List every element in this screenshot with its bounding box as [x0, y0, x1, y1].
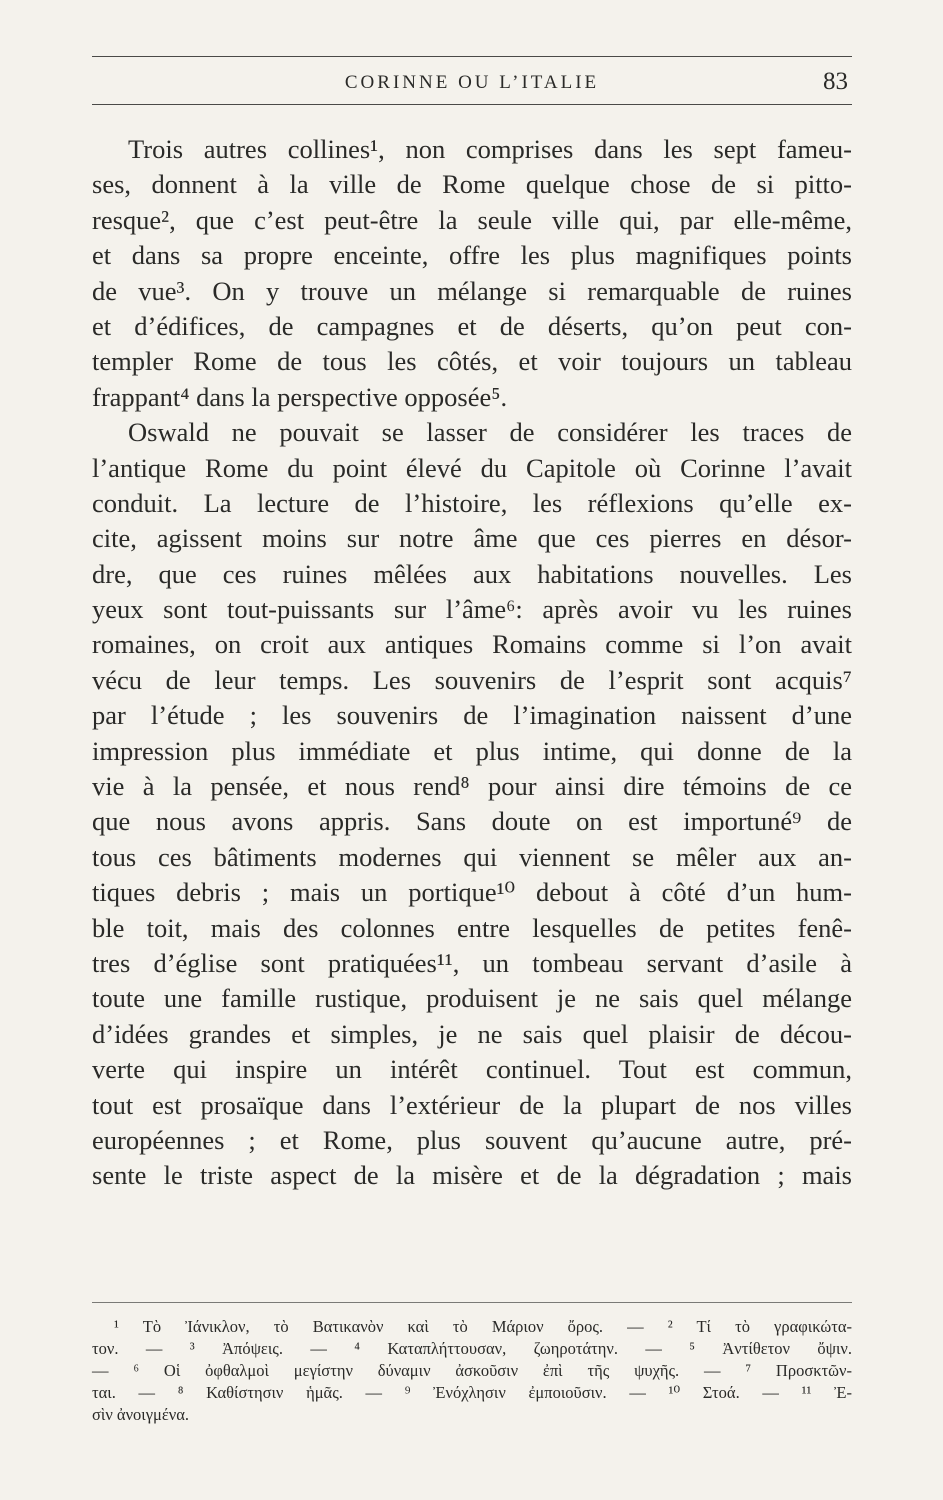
text-line: impression plus immédiate et plus intime, qui donne de la	[92, 735, 852, 766]
text-line: et dans sa propre enceinte, offre les plus magnifiques points	[92, 240, 852, 271]
text-line: yeux sont tout-puissants sur l’âme⁶: après avoir vu les ruines	[92, 594, 852, 625]
text-line: que nous avons appris. Sans doute on est importuné⁹ de	[92, 806, 852, 837]
text-line: romaines, on croit aux antiques Romains comme si l’on avait	[92, 629, 852, 660]
text-line: et d’édifices, de campagnes et de déserts, qu’on peut con-	[92, 310, 852, 341]
text-line: toute une famille rustique, produisent je ne sais quel mélange	[92, 983, 852, 1014]
header-rule	[92, 104, 852, 105]
text-line: par l’étude ; les souvenirs de l’imagination naissent d’une	[92, 700, 852, 731]
text-line: vie à la pensée, et nous rend⁸ pour ainsi dire témoins de ce	[92, 771, 852, 802]
text-line: vécu de leur temps. Les souvenirs de l’esprit sont acquis⁷	[92, 664, 852, 695]
top-rule	[92, 56, 852, 57]
running-title: CORINNE OU L’ITALIE	[344, 72, 600, 93]
text-line: tres d’église sont pratiquées¹¹, un tombeau servant d’asile à	[92, 947, 852, 978]
text-line: ses, donnent à la ville de Rome quelque chose de si pitto-	[92, 169, 852, 200]
footnote-line: τον. — ³ Ἀπόψεις. — ⁴ Καταπλήττουσαν, ζωηροτάτην. — ⁵ Ἀντίθετον ὄψιν.	[92, 1339, 852, 1358]
text-line: cite, agissent moins sur notre âme que ces pierres en désor-	[92, 523, 852, 554]
footnote-line: — ⁶ Οἱ ὀφθαλμοὶ μεγίστην δύναμιν ἀσκοῦσιν ἐπὶ τῆς ψυχῆς. — ⁷ Προσκτῶν-	[92, 1361, 852, 1380]
text-line: frappant⁴ dans la perspective opposée⁵.	[92, 381, 508, 412]
text-line: d’idées grandes et simples, je ne sais quel plaisir de décou-	[92, 1018, 852, 1049]
footnote-rule	[92, 1302, 852, 1303]
text-line: verte qui inspire un intérêt continuel. Tout est commun,	[92, 1054, 852, 1085]
text-line: tout est prosaïque dans l’extérieur de la plupart de nos villes	[92, 1089, 852, 1120]
footnote-line: ¹ Τὸ Ἰάνικλον, τὸ Βατικανὸν καὶ τὸ Μάριον ὄρος. — ² Τί τὸ γραφικώτα-	[114, 1317, 852, 1336]
text-line: dre, que ces ruines mêlées aux habitations nouvelles. Les	[92, 558, 852, 589]
text-line: ble toit, mais des colonnes entre lesquelles de petites fenê-	[92, 912, 852, 943]
footnote-line: σὶν ἀνοιγμένα.	[92, 1405, 190, 1424]
text-line: templer Rome de tous les côtés, et voir toujours un tableau	[92, 346, 852, 377]
text-line: l’antique Rome du point élevé du Capitole où Corinne l’avait	[92, 452, 852, 483]
page-number: 83	[823, 68, 848, 95]
text-line: tous ces bâtiments modernes qui viennent se mêler aux an-	[92, 841, 852, 872]
footnotes	[92, 1316, 852, 1426]
running-head	[92, 68, 852, 98]
text-line: sente le triste aspect de la misère et de la dégradation ; mais	[92, 1160, 852, 1191]
footnote-line: ται. — ⁸ Καθίστησιν ἡμᾶς. — ⁹ Ἐνόχλησιν ἐμποιοῦσιν. — ¹⁰ Στοά. — ¹¹ Ἐ-	[92, 1383, 852, 1402]
text-line: conduit. La lecture de l’histoire, les réflexions qu’elle ex-	[92, 487, 852, 518]
text-line: resque², que c’est peut-être la seule ville qui, par elle-même,	[92, 204, 852, 235]
text-line: européennes ; et Rome, plus souvent qu’aucune autre, pré-	[92, 1124, 852, 1155]
text-line: Trois autres collines¹, non comprises dans les sept fameu-	[128, 134, 852, 164]
text-line: tiques debris ; mais un portique¹⁰ debout à côté d’un hum-	[92, 877, 852, 908]
body-text	[92, 132, 852, 1194]
text-line: de vue³. On y trouve un mélange si remarquable de ruines	[92, 275, 852, 306]
text-line: Oswald ne pouvait se lasser de considérer les traces de	[128, 417, 852, 448]
